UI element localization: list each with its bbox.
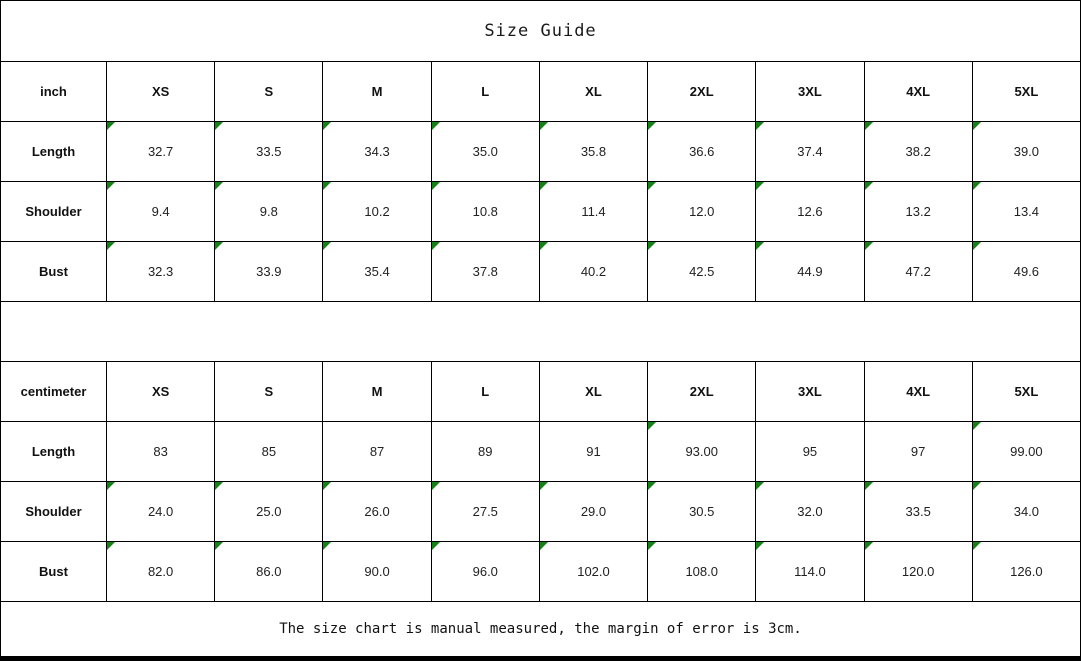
value-cell-text: 13.2 <box>905 204 931 219</box>
size-header-cell-text: M <box>371 84 383 99</box>
value-cell <box>755 422 863 481</box>
value-cell-text: 89 <box>478 444 493 459</box>
value-cell <box>972 242 1080 301</box>
value-cell-text: 86.0 <box>256 564 282 579</box>
value-cell-text: 35.0 <box>472 144 498 159</box>
text-format-flag-icon <box>432 482 440 490</box>
size-header-cell <box>972 62 1080 121</box>
unit-label-cell <box>1 362 106 421</box>
text-format-flag-icon <box>756 482 764 490</box>
size-header-cell <box>431 62 539 121</box>
text-format-flag-icon <box>865 482 873 490</box>
value-cell-text: 85 <box>261 444 277 459</box>
value-cell-text: 32.7 <box>147 144 174 159</box>
value-cell <box>106 182 214 241</box>
table-row-shoulder <box>1 481 1080 541</box>
value-cell-text: 30.5 <box>689 504 715 519</box>
value-cell-text: 38.2 <box>905 144 931 159</box>
value-cell <box>431 182 539 241</box>
row-label-cell <box>1 422 106 481</box>
size-table-centimeter <box>1 361 1080 601</box>
value-cell <box>972 542 1080 601</box>
value-cell <box>755 182 863 241</box>
value-cell-text: 120.0 <box>901 564 935 579</box>
row-label-cell <box>1 542 106 601</box>
size-header-cell <box>972 362 1080 421</box>
unit-label-cell <box>1 62 106 121</box>
value-cell <box>755 542 863 601</box>
value-cell-text: 114.0 <box>794 564 826 579</box>
value-cell <box>755 242 863 301</box>
size-header-cell <box>214 62 322 121</box>
value-cell-text: 95 <box>802 444 818 459</box>
unit-label-cell-text: inch <box>40 84 67 99</box>
value-cell-text: 29.0 <box>580 504 607 519</box>
value-cell-text: 91 <box>586 444 601 459</box>
text-format-flag-icon <box>215 542 223 550</box>
text-format-flag-icon <box>973 182 981 190</box>
value-cell-text: 26.0 <box>364 504 390 519</box>
text-format-flag-icon <box>107 242 115 250</box>
text-format-flag-icon <box>323 182 331 190</box>
text-format-flag-icon <box>215 482 223 490</box>
size-header-cell-text: XL <box>585 84 602 99</box>
value-cell-text: 82.0 <box>147 564 174 579</box>
table-row-shoulder <box>1 181 1080 241</box>
value-cell <box>755 122 863 181</box>
value-cell <box>431 422 539 481</box>
text-format-flag-icon <box>107 122 115 130</box>
row-label-cell-text: Length <box>31 444 76 459</box>
table-row-length <box>1 121 1080 181</box>
value-cell <box>864 182 972 241</box>
value-cell-text: 24.0 <box>147 504 174 519</box>
size-header-cell-text: 4XL <box>906 84 931 99</box>
text-format-flag-icon <box>973 122 981 130</box>
value-cell-text: 99.00 <box>1010 444 1043 459</box>
value-cell <box>972 122 1080 181</box>
value-cell <box>539 122 647 181</box>
text-format-flag-icon <box>973 482 981 490</box>
value-cell-text: 108.0 <box>685 564 718 579</box>
text-format-flag-icon <box>432 242 440 250</box>
text-format-flag-icon <box>756 542 764 550</box>
size-header-cell-text: L <box>481 384 490 399</box>
value-cell-text: 90.0 <box>364 564 390 579</box>
value-cell-text: 33.5 <box>905 504 931 519</box>
table-row-bust <box>1 541 1080 601</box>
text-format-flag-icon <box>865 542 873 550</box>
value-cell <box>972 482 1080 541</box>
value-cell <box>214 422 322 481</box>
value-cell <box>322 482 430 541</box>
value-cell <box>647 182 755 241</box>
page-title: Size Guide <box>484 21 597 41</box>
value-cell-text: 13.4 <box>1013 204 1040 219</box>
value-cell <box>431 242 539 301</box>
header-row-inch <box>1 61 1080 121</box>
value-cell <box>647 242 755 301</box>
footer-note: The size chart is manual measured, the margin of error is 3cm. <box>1 601 1080 656</box>
value-cell <box>864 242 972 301</box>
value-cell-text: 35.4 <box>364 264 390 279</box>
size-header-cell <box>322 62 430 121</box>
size-header-cell-text: XL <box>585 384 602 399</box>
value-cell <box>214 182 322 241</box>
value-cell-text: 11.4 <box>581 204 606 219</box>
text-format-flag-icon <box>107 482 115 490</box>
text-format-flag-icon <box>865 182 873 190</box>
size-table-inch <box>1 61 1080 301</box>
text-format-flag-icon <box>323 122 331 130</box>
value-cell <box>322 182 430 241</box>
text-format-flag-icon <box>648 242 656 250</box>
value-cell <box>864 482 972 541</box>
size-header-cell-text: 3XL <box>798 84 822 99</box>
row-label-cell-text: Bust <box>39 564 68 579</box>
row-label-cell <box>1 482 106 541</box>
value-cell <box>214 482 322 541</box>
row-label-cell-text: Shoulder <box>25 204 82 219</box>
value-cell <box>106 242 214 301</box>
value-cell <box>106 482 214 541</box>
text-format-flag-icon <box>973 242 981 250</box>
value-cell-text: 34.0 <box>1013 504 1040 519</box>
text-format-flag-icon <box>215 242 223 250</box>
value-cell-text: 33.9 <box>256 264 282 279</box>
value-cell <box>431 482 539 541</box>
value-cell <box>864 542 972 601</box>
value-cell <box>539 482 647 541</box>
text-format-flag-icon <box>756 242 764 250</box>
row-label-cell-text: Shoulder <box>25 504 82 519</box>
value-cell-text: 32.3 <box>147 264 174 279</box>
text-format-flag-icon <box>107 542 115 550</box>
value-cell-text: 49.6 <box>1013 264 1040 279</box>
value-cell-text: 40.2 <box>580 264 607 279</box>
text-format-flag-icon <box>323 242 331 250</box>
size-header-cell <box>755 62 863 121</box>
text-format-flag-icon <box>865 242 873 250</box>
value-cell-text: 47.2 <box>905 264 931 279</box>
value-cell <box>864 422 972 481</box>
value-cell-text: 97 <box>910 444 926 459</box>
value-cell-text: 36.6 <box>689 144 715 159</box>
value-cell-text: 34.3 <box>364 144 390 159</box>
value-cell <box>322 422 430 481</box>
size-header-cell <box>106 62 214 121</box>
value-cell-text: 83 <box>153 444 168 459</box>
text-format-flag-icon <box>323 482 331 490</box>
value-cell <box>539 242 647 301</box>
value-cell <box>755 482 863 541</box>
text-format-flag-icon <box>215 122 223 130</box>
size-header-cell-text: 5XL <box>1014 84 1039 99</box>
row-label-cell <box>1 122 106 181</box>
value-cell-text: 12.0 <box>689 204 715 219</box>
value-cell-text: 37.8 <box>472 264 498 279</box>
value-cell <box>539 422 647 481</box>
row-label-cell-text: Length <box>31 144 76 159</box>
text-format-flag-icon <box>648 482 656 490</box>
text-format-flag-icon <box>648 422 656 430</box>
size-header-cell-text: 4XL <box>906 384 931 399</box>
size-header-cell-text: XS <box>151 84 170 99</box>
value-cell-text: 42.5 <box>689 264 715 279</box>
value-cell <box>322 242 430 301</box>
value-cell-text: 9.4 <box>151 204 170 219</box>
text-format-flag-icon <box>323 542 331 550</box>
value-cell-text: 37.4 <box>797 144 823 159</box>
size-header-cell-text: 2XL <box>689 384 714 399</box>
table-row-bust <box>1 241 1080 301</box>
size-header-cell-text: S <box>264 84 274 99</box>
size-header-cell <box>431 362 539 421</box>
value-cell <box>972 422 1080 481</box>
text-format-flag-icon <box>432 182 440 190</box>
text-format-flag-icon <box>756 122 764 130</box>
text-format-flag-icon <box>540 122 548 130</box>
size-header-cell-text: 2XL <box>689 84 714 99</box>
header-row-centimeter <box>1 361 1080 421</box>
value-cell-text: 10.8 <box>472 204 498 219</box>
text-format-flag-icon <box>432 122 440 130</box>
value-cell <box>647 482 755 541</box>
text-format-flag-icon <box>865 122 873 130</box>
value-cell <box>214 242 322 301</box>
size-header-cell <box>539 362 647 421</box>
value-cell <box>539 182 647 241</box>
value-cell-text: 87 <box>369 444 385 459</box>
value-cell <box>322 542 430 601</box>
value-cell <box>647 422 755 481</box>
row-label-cell <box>1 242 106 301</box>
size-header-cell-text: XS <box>151 384 170 399</box>
size-header-cell <box>647 362 755 421</box>
value-cell-text: 33.5 <box>256 144 282 159</box>
text-format-flag-icon <box>648 542 656 550</box>
table-row-length <box>1 421 1080 481</box>
text-format-flag-icon <box>540 542 548 550</box>
size-header-cell <box>647 62 755 121</box>
value-cell <box>864 122 972 181</box>
size-header-cell-text: 3XL <box>798 384 822 399</box>
size-header-cell <box>106 362 214 421</box>
row-label-cell <box>1 182 106 241</box>
row-label-cell-text: Bust <box>39 264 68 279</box>
value-cell <box>106 422 214 481</box>
size-header-cell <box>864 362 972 421</box>
value-cell-text: 12.6 <box>797 204 823 219</box>
table-gap-row <box>1 301 1080 361</box>
size-header-cell <box>864 62 972 121</box>
text-format-flag-icon <box>756 182 764 190</box>
value-cell-text: 9.8 <box>259 204 278 219</box>
value-cell-text: 39.0 <box>1013 144 1040 159</box>
value-cell-text: 25.0 <box>256 504 282 519</box>
value-cell <box>214 542 322 601</box>
bottom-black-bar <box>1 656 1080 660</box>
text-format-flag-icon <box>648 122 656 130</box>
size-header-cell <box>755 362 863 421</box>
size-header-cell <box>322 362 430 421</box>
size-header-cell-text: S <box>264 384 274 399</box>
value-cell-text: 96.0 <box>472 564 498 579</box>
value-cell <box>647 122 755 181</box>
text-format-flag-icon <box>540 242 548 250</box>
size-header-cell-text: L <box>481 84 490 99</box>
text-format-flag-icon <box>540 482 548 490</box>
unit-label-cell-text: centimeter <box>20 384 87 399</box>
text-format-flag-icon <box>973 422 981 430</box>
value-cell-text: 93.00 <box>685 444 718 459</box>
value-cell-text: 44.9 <box>797 264 823 279</box>
value-cell <box>106 542 214 601</box>
size-header-cell <box>214 362 322 421</box>
value-cell <box>214 122 322 181</box>
value-cell-text: 27.5 <box>472 504 498 519</box>
text-format-flag-icon <box>648 182 656 190</box>
value-cell <box>431 122 539 181</box>
size-header-cell-text: 5XL <box>1014 384 1039 399</box>
value-cell-text: 10.2 <box>364 204 390 219</box>
size-header-cell <box>539 62 647 121</box>
value-cell <box>539 542 647 601</box>
value-cell <box>647 542 755 601</box>
value-cell <box>322 122 430 181</box>
text-format-flag-icon <box>432 542 440 550</box>
value-cell-text: 35.8 <box>580 144 607 159</box>
value-cell-text: 102.0 <box>577 564 610 579</box>
value-cell <box>106 122 214 181</box>
value-cell-text: 32.0 <box>797 504 823 519</box>
text-format-flag-icon <box>215 182 223 190</box>
value-cell-text: 126.0 <box>1010 564 1043 579</box>
text-format-flag-icon <box>973 542 981 550</box>
value-cell <box>431 542 539 601</box>
size-header-cell-text: M <box>371 384 383 399</box>
text-format-flag-icon <box>107 182 115 190</box>
text-format-flag-icon <box>540 182 548 190</box>
value-cell <box>972 182 1080 241</box>
